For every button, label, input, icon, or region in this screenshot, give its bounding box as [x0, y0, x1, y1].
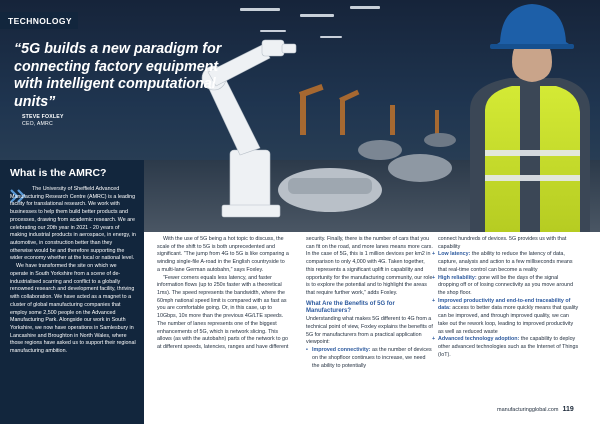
- section-tag: TECHNOLOGY: [0, 12, 78, 29]
- plus-icon: +: [432, 336, 436, 343]
- bullet-text: gone will be the days of the signal dropping off or of losing connectivity as you move around the shop floor.: [438, 274, 574, 297]
- quote-author-name: STEVE FOXLEY: [22, 114, 64, 120]
- bullet-text: access to better data more quickly means that quality can be improved, and through improved quality, we can take out the rework loop, leading to improved productivity as well as reduced waste: [438, 305, 579, 335]
- sidebar-body: [10, 186, 136, 356]
- article-column-2: [306, 236, 434, 370]
- sidebar-paragraph: We have transformed the site on which we operate in South Yorkshire from a scene of de-industrialised scarring and conflict to a globally renowned research and development facility, thriving with collaboration. We have acted as a magnet to a cluster of global manufacturing companies that employ some 2,500 people on the Advanced Manufacturing Park. Alongside our work in South Yorkshire, we now have operations in Samlesbury in Lancashire and Broughton in North Wales, where those regions have asked us to support their regional manufacturing ambition.: [10, 263, 136, 355]
- quote-author-role: CEO, AMRC: [22, 121, 53, 127]
- background-robots: [299, 84, 439, 135]
- sidebar-title: What is the AMRC?: [10, 167, 107, 179]
- article-column-1: [157, 236, 289, 352]
- plus-icon: +: [432, 297, 436, 304]
- section-heading: What Are the Benefits of 5G for Manufacturers?: [306, 300, 395, 315]
- site-url: manufacturingglobal.com: [497, 407, 559, 413]
- page-number: 119: [562, 406, 574, 413]
- bullet-icon: •: [306, 347, 308, 354]
- article-paragraph: With the use of 5G being a hot topic to discuss, the scale of the shift to 5G is both unprecedented and significant. “The jump from 4G to 5G is like comparing a winding single-file A-road in the English countryside to a multi-lane German autobahn,” says Foxley.: [157, 236, 289, 273]
- bullet-text: the ability to reduce the latency of data, capture, analysis and action to a few milliseconds means that real-time control can become a reality: [438, 251, 573, 273]
- bullet-label: High reliability:: [438, 274, 477, 281]
- sidebar-panel: [0, 160, 144, 424]
- list-item: [432, 336, 580, 359]
- bullet-label: Low latency:: [438, 251, 471, 258]
- plus-icon: +: [432, 274, 436, 281]
- bullet-text: connect hundreds of devices. 5G provides us with that capability: [438, 236, 567, 250]
- bullet-label: Improved productivity and end-to-end traceability of data:: [438, 297, 571, 312]
- list-item: [432, 251, 580, 274]
- benefits-list: [306, 347, 434, 370]
- bullet-label: Improved connectivity:: [312, 347, 371, 354]
- list-item: [432, 236, 580, 251]
- worker-figure: [470, 4, 590, 232]
- bullet-text: as the number of devices on the shopfloor continues to increase, we need the ability to potentially: [312, 347, 432, 369]
- article-column-3: [432, 236, 580, 360]
- plus-icon: +: [432, 251, 436, 258]
- page-footer: [497, 406, 574, 413]
- pull-quote: “5G builds a new paradigm for connecting factory equipment with intelligent computational units”: [14, 41, 222, 110]
- list-item: [432, 275, 580, 298]
- ceiling-lights: [240, 6, 380, 38]
- sidebar-paragraph: The University of Sheffield Advanced Manufacturing Research Centre (AMRC) is a leading facility for translational research. We work with businesses to help them build better products and processes, drawing from academic research. We are celebrating our 20th year in 2021 - 20 years of making industrial products in aerospace, in energy, in automotive, in construction better than they otherwise would be and therefore supporting the wider economy whether at the local or national level.: [10, 186, 136, 262]
- bullet-label: Advanced technology adoption:: [438, 336, 520, 343]
- article-paragraph: security. Finally, there is the number of cars that you can fit on the road, and more lanes means more cars. In the case of 5G, this is 1 million devices per km2 in comparison to only 4,000 with 4G. Taken together, this represents a significant uplift in capability and opportunity for the manufacturing community, our role is to explore the potential and to highlight the areas that require further work,” adds Foxley.: [306, 236, 433, 297]
- list-item: [306, 347, 434, 370]
- article-paragraph: Understanding what makes 5G different to 4G from a technical point of view, Foxley explains the benefits of 5G for manufacturers from a practical application viewpoint:: [306, 316, 433, 346]
- list-item: [432, 298, 580, 337]
- article-paragraph: “Fewer corners equals less latency, and faster information flows (up to 250x faster with a theoretical 1ms). The speed represents the bandwidth, where the 60mph national speed limit is compared with as fast as you are comfortable going. Or, in this case, up to 10Gbps, 10x more than the previous 4G/LTE speeds. The number of lanes represents one of the biggest enhancements of 5G, which is network slicing. This allows (as with the autobahn) parts of the network to go at different speeds, latencies, ranges and have different: [157, 274, 289, 351]
- bullet-text: the capability to deploy other advanced technologies such as the Internet of Things (IoT).: [438, 336, 579, 358]
- benefits-list-continued: [432, 236, 580, 360]
